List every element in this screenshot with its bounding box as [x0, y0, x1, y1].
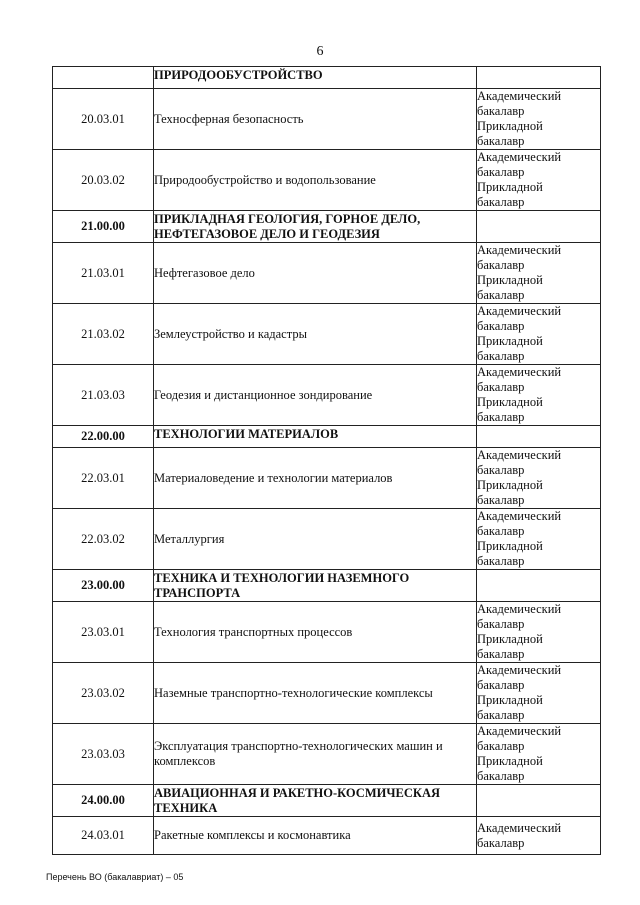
- name-cell: Наземные транспортно-технологические комплексы: [154, 663, 477, 724]
- qualification-line: бакалавр: [477, 769, 525, 783]
- qualification-cell: [477, 426, 601, 448]
- code-cell: 21.03.02: [53, 304, 154, 365]
- qualification-line: бакалавр: [477, 104, 525, 118]
- qualification-line: Академический: [477, 150, 562, 164]
- qualification-line: Прикладной: [477, 693, 543, 707]
- code-cell: 23.03.01: [53, 602, 154, 663]
- name-cell: Ракетные комплексы и космонавтика: [154, 817, 477, 855]
- qualification-line: Прикладной: [477, 273, 543, 287]
- qualification-line: Прикладной: [477, 119, 543, 133]
- table-row: [53, 724, 601, 785]
- qualification-cell: [477, 785, 601, 817]
- name-cell: Материаловедение и технологии материалов: [154, 448, 477, 509]
- qualification-line: Академический: [477, 365, 562, 379]
- group-row: [53, 67, 601, 89]
- qualification-line: Академический: [477, 89, 562, 103]
- qualification-cell: [477, 509, 601, 570]
- name-cell: Технология транспортных процессов: [154, 602, 477, 663]
- qualification-cell: [477, 570, 601, 602]
- name-cell: ПРИКЛАДНАЯ ГЕОЛОГИЯ, ГОРНОЕ ДЕЛО, НЕФТЕГАЗОВОЕ ДЕЛО И ГЕОДЕЗИЯ: [154, 211, 477, 243]
- code-cell: 24.00.00: [53, 785, 154, 817]
- name-cell: Геодезия и дистанционное зондирование: [154, 365, 477, 426]
- table-row: [53, 243, 601, 304]
- qualification-cell: [477, 211, 601, 243]
- page-footer: Перечень ВО (бакалавриат) – 05: [46, 872, 184, 882]
- page-number: 6: [316, 44, 324, 59]
- table-row: [53, 602, 601, 663]
- code-cell: 20.03.01: [53, 89, 154, 150]
- qualification-line: бакалавр: [477, 678, 525, 692]
- qualification-line: Прикладной: [477, 754, 543, 768]
- qualification-line: Академический: [477, 304, 562, 318]
- group-row: [53, 426, 601, 448]
- qualification-line: Прикладной: [477, 632, 543, 646]
- code-cell: 21.03.01: [53, 243, 154, 304]
- code-cell: 21.00.00: [53, 211, 154, 243]
- name-cell: Металлургия: [154, 509, 477, 570]
- qualification-line: бакалавр: [477, 617, 525, 631]
- name-cell: АВИАЦИОННАЯ И РАКЕТНО-КОСМИЧЕСКАЯ ТЕХНИКА: [154, 785, 477, 817]
- qualification-line: бакалавр: [477, 380, 525, 394]
- qualification-line: бакалавр: [477, 349, 525, 363]
- code-cell: [53, 67, 154, 89]
- qualification-line: Академический: [477, 243, 562, 257]
- specialties-table: [52, 66, 601, 855]
- code-cell: 24.03.01: [53, 817, 154, 855]
- table-row: [53, 817, 601, 855]
- code-cell: 23.00.00: [53, 570, 154, 602]
- code-cell: 21.03.03: [53, 365, 154, 426]
- code-cell: 23.03.02: [53, 663, 154, 724]
- name-cell: Природообустройство и водопользование: [154, 150, 477, 211]
- qualification-line: бакалавр: [477, 493, 525, 507]
- name-cell: ТЕХНИКА И ТЕХНОЛОГИИ НАЗЕМНОГО ТРАНСПОРТА: [154, 570, 477, 602]
- code-cell: 22.03.02: [53, 509, 154, 570]
- qualification-line: бакалавр: [477, 647, 525, 661]
- qualification-cell: [477, 724, 601, 785]
- qualification-cell: [477, 243, 601, 304]
- qualification-line: Прикладной: [477, 478, 543, 492]
- qualification-cell: [477, 304, 601, 365]
- qualification-line: бакалавр: [477, 258, 525, 272]
- qualification-line: Академический: [477, 509, 562, 523]
- table-row: [53, 89, 601, 150]
- qualification-line: бакалавр: [477, 288, 525, 302]
- qualification-line: Академический: [477, 724, 562, 738]
- qualification-line: бакалавр: [477, 524, 525, 538]
- qualification-cell: [477, 150, 601, 211]
- qualification-line: Академический: [477, 602, 562, 616]
- table-row: [53, 448, 601, 509]
- group-row: [53, 785, 601, 817]
- qualification-cell: [477, 602, 601, 663]
- qualification-line: бакалавр: [477, 835, 525, 850]
- name-cell: Эксплуатация транспортно-технологических машин и комплексов: [154, 724, 477, 785]
- qualification-cell: [477, 67, 601, 89]
- qualification-line: бакалавр: [477, 463, 525, 477]
- code-cell: 22.03.01: [53, 448, 154, 509]
- qualification-cell: [477, 448, 601, 509]
- qualification-line: Академический: [477, 448, 562, 462]
- qualification-cell: [477, 663, 601, 724]
- name-cell: Землеустройство и кадастры: [154, 304, 477, 365]
- qualification-line: бакалавр: [477, 165, 525, 179]
- qualification-line: бакалавр: [477, 195, 525, 209]
- code-cell: 23.03.03: [53, 724, 154, 785]
- qualification-line: Прикладной: [477, 539, 543, 553]
- table-row: [53, 150, 601, 211]
- qualification-line: Прикладной: [477, 180, 543, 194]
- table-row: [53, 663, 601, 724]
- code-cell: 20.03.02: [53, 150, 154, 211]
- name-cell: ПРИРОДООБУСТРОЙСТВО: [154, 67, 477, 89]
- qualification-line: Академический: [477, 663, 562, 677]
- table-row: [53, 365, 601, 426]
- qualification-line: бакалавр: [477, 554, 525, 568]
- table-row: [53, 304, 601, 365]
- name-cell: ТЕХНОЛОГИИ МАТЕРИАЛОВ: [154, 426, 477, 448]
- name-cell: Нефтегазовое дело: [154, 243, 477, 304]
- group-row: [53, 570, 601, 602]
- table-row: [53, 509, 601, 570]
- qualification-line: бакалавр: [477, 134, 525, 148]
- qualification-line: бакалавр: [477, 410, 525, 424]
- qualification-cell: [477, 365, 601, 426]
- qualification-line: Прикладной: [477, 395, 543, 409]
- qualification-line: Академический: [477, 820, 562, 835]
- qualification-cell: [477, 89, 601, 150]
- qualification-line: бакалавр: [477, 739, 525, 753]
- group-row: [53, 211, 601, 243]
- name-cell: Техносферная безопасность: [154, 89, 477, 150]
- qualification-line: бакалавр: [477, 708, 525, 722]
- code-cell: 22.00.00: [53, 426, 154, 448]
- qualification-line: Прикладной: [477, 334, 543, 348]
- qualification-line: бакалавр: [477, 319, 525, 333]
- qualification-cell: [477, 817, 601, 855]
